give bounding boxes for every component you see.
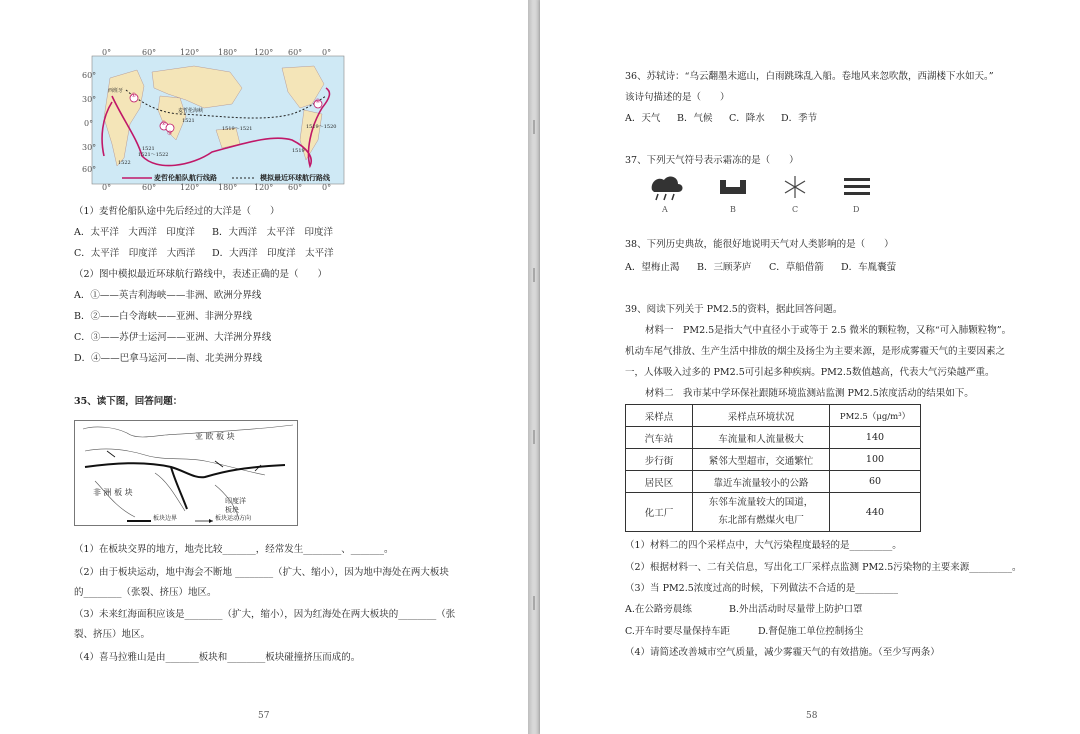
pm25-table bbox=[625, 404, 921, 532]
plate-label-eurasia: 亚 欧 板 块 bbox=[195, 432, 235, 441]
weather-symbol-a bbox=[648, 172, 684, 202]
table-header: 采样点 bbox=[626, 405, 693, 427]
table-cell: 100 bbox=[830, 449, 921, 471]
q37-stem: 37、下列天气符号表示霜冻的是（ ） bbox=[625, 155, 799, 166]
left-page bbox=[0, 0, 528, 734]
q39-sub1: （1）材料二的四个采样点中，大气污染程度最轻的是_________。 bbox=[625, 540, 902, 551]
table-header: 采样点环境状况 bbox=[693, 405, 830, 427]
plate-map bbox=[74, 420, 298, 526]
q35-sub3-line2: 裂、挤压）地区。 bbox=[74, 629, 151, 640]
table-cell: 车流量和人流量极大 bbox=[693, 427, 830, 449]
table-cell: 140 bbox=[830, 427, 921, 449]
legend-plate-motion: 板块运动方向 bbox=[215, 515, 252, 522]
q39-material1-line2: 机动车尾气排放、生产生活中排放的烟尘及扬尘为主要来源，是形成雾霾天气的主要因素之 bbox=[625, 346, 1006, 357]
plate-label-indian: 印度洋 板块 bbox=[225, 497, 246, 514]
q38-option-b: B．三顾茅庐 bbox=[697, 262, 752, 273]
q39-option-c: C.开车时要尽量保持车距 bbox=[625, 626, 730, 637]
weather-label-d: D bbox=[853, 205, 860, 214]
table-cell: 汽车站 bbox=[626, 427, 693, 449]
table-cell: 60 bbox=[830, 471, 921, 493]
plate-label-africa: 非 洲 板 块 bbox=[93, 488, 133, 497]
map-number-2: ② bbox=[161, 120, 167, 127]
map-label-year: 1521 bbox=[182, 118, 195, 124]
q35-sub1: （1）在板块交界的地方，地壳比较_______，经常发生________、_______。 bbox=[74, 544, 394, 555]
map-left-tick: 30° bbox=[82, 143, 97, 152]
q39-stem: 39、阅读下列关于 PM2.5的资料，据此回答问题。 bbox=[625, 304, 843, 315]
map-bottom-tick: 120° bbox=[180, 183, 200, 190]
world-route-map bbox=[82, 48, 348, 190]
map-label-year: 1519 bbox=[292, 148, 305, 154]
q38-stem: 38、下列历史典故，能很好地说明天气对人类影响的是（ ） bbox=[625, 239, 894, 250]
map-left-tick: 60° bbox=[82, 71, 97, 80]
map-number-4: ④ bbox=[315, 98, 321, 105]
q39-material1-line1: 材料一 PM2.5是指大气中直径小于或等于 2.5 微米的颗粒物，又称“可入肺颗粒物”。 bbox=[645, 325, 1012, 336]
map-label-strait: 麦哲伦海峡 bbox=[178, 108, 204, 114]
map-bottom-tick: 60° bbox=[142, 183, 157, 190]
q36-stem-line2: 该诗句描述的是（ ） bbox=[625, 92, 730, 103]
map-label-year: 1522 bbox=[118, 160, 131, 166]
scrollbar-tick bbox=[533, 268, 535, 282]
legend-plate-boundary: 板块边界 bbox=[153, 515, 178, 522]
table-cell: 440 bbox=[830, 493, 921, 532]
q38-option-c: C．草船借箭 bbox=[769, 262, 824, 273]
map-bottom-tick: 120° bbox=[254, 183, 274, 190]
q38-option-d: D．车胤囊萤 bbox=[841, 262, 897, 273]
world-map-svg bbox=[82, 48, 348, 190]
q39-option-b: B.外出活动时尽量带上防护口罩 bbox=[729, 604, 863, 615]
map-bottom-tick: 60° bbox=[288, 183, 303, 190]
map-bottom-tick: 0° bbox=[322, 183, 332, 190]
q35-sub2-line1: （2）由于板块运动，地中海会不断地 ________（扩大、缩小），因为地中海处在两大板块 bbox=[74, 567, 449, 578]
scrollbar-tick bbox=[533, 596, 535, 610]
page-number-right: 58 bbox=[806, 711, 818, 721]
map-number-3: ③ bbox=[167, 130, 173, 137]
q35-title: 35、读下图，回答问题： bbox=[74, 396, 183, 407]
q2-stem: （2）图中模拟最近环球航行路线中，表述正确的是（ ） bbox=[74, 269, 328, 280]
map-top-tick: 120° bbox=[254, 48, 274, 57]
table-cell: 靠近车流量较小的公路 bbox=[693, 471, 830, 493]
legend-simulated-route: 模拟最近环球航行路线 bbox=[260, 173, 330, 182]
q39-sub3: （3）当 PM2.5浓度过高的时候，下列做法不合适的是_________ bbox=[625, 583, 899, 594]
q1-stem: （1）麦哲伦船队途中先后经过的大洋是（ ） bbox=[74, 206, 280, 217]
q35-sub2-line2: 的________（张裂、挤压）地区。 bbox=[74, 587, 217, 598]
q2-option-c: C．③——苏伊士运河——亚洲、大洋洲分界线 bbox=[74, 332, 272, 343]
q39-option-a: A.在公路旁晨练 bbox=[625, 604, 692, 615]
q1-option-d: D．大西洋 印度洋 太平洋 bbox=[212, 248, 334, 259]
q1-option-a: A．太平洋 大西洋 印度洋 bbox=[74, 227, 195, 238]
table-header: PM2.5（μg/m³） bbox=[830, 405, 921, 427]
map-bottom-tick: 0° bbox=[102, 183, 112, 190]
q39-material1-line3: 一，人体吸入过多的 PM2.5可引起多种疾病。PM2.5数值越高，代表大气污染越严重。 bbox=[625, 367, 995, 378]
q39-option-d: D.督促施工单位控制扬尘 bbox=[758, 626, 864, 637]
table-cell: 东邻车流量较大的国道， 东北部有燃煤火电厂 bbox=[693, 493, 830, 532]
map-bottom-tick: 180° bbox=[218, 183, 238, 190]
plate-map-svg bbox=[75, 421, 297, 525]
map-number-1: ① bbox=[131, 92, 137, 99]
map-top-tick: 60° bbox=[142, 48, 157, 57]
weather-label-c: C bbox=[792, 205, 799, 214]
map-top-tick: 60° bbox=[288, 48, 303, 57]
q36-option-c: C．降水 bbox=[729, 113, 765, 124]
table-row bbox=[626, 493, 921, 532]
q36-option-a: A．天气 bbox=[625, 113, 661, 124]
q36-stem: 36、苏轼诗：“乌云翻墨未遮山，白雨跳珠乱入船。卷地风来忽吹散，西湖楼下水如天。” bbox=[625, 71, 994, 82]
map-label-year: 1521～1522 bbox=[138, 152, 169, 158]
table-cell: 化工厂 bbox=[626, 493, 693, 532]
table-row bbox=[626, 449, 921, 471]
q36-option-b: B．气候 bbox=[677, 113, 713, 124]
q35-sub3-line1: （3）未来红海面积应该是________（扩大，缩小），因为红海处在两大板块的________（张 bbox=[74, 609, 456, 620]
map-left-tick: 0° bbox=[84, 119, 94, 128]
map-top-tick: 180° bbox=[218, 48, 238, 57]
table-row bbox=[626, 471, 921, 493]
map-label-year: 1519～1521 bbox=[222, 126, 253, 132]
page-number-left: 57 bbox=[258, 711, 270, 721]
weather-label-b: B bbox=[730, 205, 736, 214]
page-gutter bbox=[528, 0, 540, 734]
table-cell: 居民区 bbox=[626, 471, 693, 493]
table-row bbox=[626, 427, 921, 449]
weather-label-a: A bbox=[662, 205, 668, 214]
table-header-row bbox=[626, 405, 921, 427]
scrollbar-tick bbox=[533, 430, 535, 444]
weather-symbol-d bbox=[842, 176, 872, 198]
map-left-tick: 30° bbox=[82, 95, 97, 104]
map-label-year: 1519～1520 bbox=[306, 124, 337, 130]
map-label-spain: 西班牙 bbox=[108, 88, 124, 94]
q39-material2: 材料二 我市某中学环保社跟随环境监测站监测 PM2.5浓度活动的结果如下。 bbox=[645, 388, 974, 399]
q35-sub4: （4）喜马拉雅山是由_______板块和________板块碰撞挤压而成的。 bbox=[74, 652, 361, 663]
table-cell: 步行街 bbox=[626, 449, 693, 471]
weather-symbol-c bbox=[782, 174, 808, 200]
map-top-tick: 0° bbox=[102, 48, 112, 57]
map-top-tick: 0° bbox=[322, 48, 332, 57]
q38-option-a: A．望梅止渴 bbox=[625, 262, 680, 273]
map-label-year: 1521 bbox=[142, 146, 155, 152]
q39-sub4: （4）请简述改善城市空气质量，减少雾霾天气的有效措施。（至少写两条） bbox=[625, 647, 940, 658]
map-left-tick: 60° bbox=[82, 165, 97, 174]
weather-symbol-b bbox=[718, 178, 748, 198]
q2-option-d: D．④——巴拿马运河——南、北美洲分界线 bbox=[74, 353, 263, 364]
map-top-tick: 120° bbox=[180, 48, 200, 57]
q39-sub2: （2）根据材料一、二有关信息，写出化工厂采样点监测 PM2.5污染物的主要来源_________。 bbox=[625, 562, 1022, 573]
q36-option-d: D．季节 bbox=[781, 113, 818, 124]
table-cell: 紧邻大型超市，交通繁忙 bbox=[693, 449, 830, 471]
q2-option-b: B．②——白令海峡——亚洲、非洲分界线 bbox=[74, 311, 252, 322]
q1-option-b: B．大西洋 太平洋 印度洋 bbox=[212, 227, 333, 238]
legend-magellan-route: 麦哲伦船队航行线路 bbox=[154, 173, 217, 182]
q2-option-a: A．①——英吉利海峡——非洲、欧洲分界线 bbox=[74, 290, 262, 301]
q1-option-c: C．太平洋 印度洋 大西洋 bbox=[74, 248, 196, 259]
scrollbar-tick bbox=[533, 120, 535, 134]
